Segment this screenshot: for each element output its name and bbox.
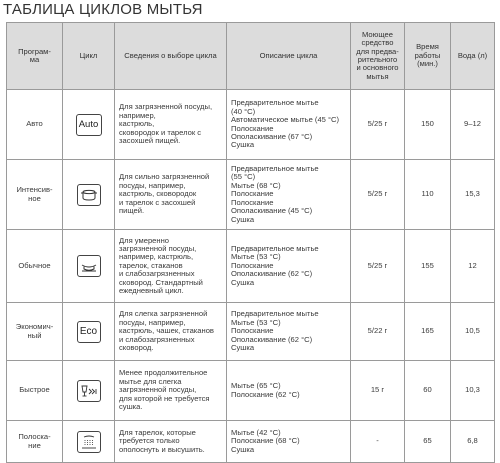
cycle-description bbox=[227, 230, 351, 303]
cycle-description-line: Сушка bbox=[231, 343, 255, 353]
water-amount: 6,8 bbox=[451, 421, 495, 463]
cycle-selection-info bbox=[115, 303, 227, 361]
program-name bbox=[7, 230, 63, 303]
cycle-selection-info-line: сковород. bbox=[119, 343, 154, 353]
cycle-description-line: Сушка bbox=[231, 277, 255, 287]
cycle-selection-info-line: сковород. Стандартный bbox=[119, 277, 203, 287]
cycle-selection-info-line: кастрюль, bbox=[119, 119, 155, 129]
header-description-line: Описание цикла bbox=[259, 50, 318, 60]
program-name-line: Экономич- bbox=[15, 322, 54, 332]
cycle-selection-info bbox=[115, 230, 227, 303]
detergent-amount: - bbox=[351, 421, 405, 463]
cycle-icon-cell bbox=[63, 421, 115, 463]
program-name bbox=[7, 90, 63, 160]
cycle-description-line: Полоскание bbox=[231, 123, 274, 133]
header-detergent-line: мытья bbox=[366, 71, 389, 81]
detergent-amount: 5/25 г bbox=[351, 90, 405, 160]
cycle-description-line: Мытье (68 °C) bbox=[231, 180, 281, 190]
cycle-description-line: Автоматическое мытье (45 °C) bbox=[231, 115, 340, 125]
cycle-description-line: Мытье (53 °C) bbox=[231, 317, 281, 327]
cycle-selection-info-line: например, bbox=[119, 110, 156, 120]
header-detergent-line: рительного bbox=[357, 55, 398, 64]
program-name-line: Полоска- bbox=[18, 432, 51, 442]
cycle-description bbox=[227, 361, 351, 421]
water-amount: 15,3 bbox=[451, 160, 495, 230]
table-row bbox=[7, 421, 495, 463]
cycle-selection-info bbox=[115, 361, 227, 421]
cycle-selection-info-line: пищей. bbox=[119, 206, 145, 216]
cycle-icon-cell bbox=[63, 361, 115, 421]
run-time: 155 bbox=[405, 230, 451, 303]
cycle-selection-info-line: кастрюль, чашек, стаканов bbox=[119, 326, 214, 336]
cycle-icon-cell bbox=[63, 230, 115, 303]
water-amount: 12 bbox=[451, 230, 495, 303]
cycle-selection-info-line: и слабозагрязненных bbox=[119, 269, 195, 279]
program-name-line: Обычное bbox=[18, 260, 51, 270]
cycle-selection-info-line: Для тарелок, которые bbox=[119, 427, 196, 437]
program-name-line: Интенсив- bbox=[16, 185, 53, 195]
cycle-description bbox=[227, 160, 351, 230]
header-water bbox=[451, 23, 495, 90]
cycle-description-line: Предварительное мытье bbox=[231, 309, 319, 319]
header-program-line: Програм- bbox=[18, 46, 51, 56]
cycle-selection-info-line: сковородок и тарелок с bbox=[119, 127, 202, 137]
cycle-icon-cell bbox=[63, 90, 115, 160]
detergent-amount: 15 г bbox=[351, 361, 405, 421]
cycle-description-line: Полоскание bbox=[231, 197, 274, 207]
cycle-description-line: Предварительное мытье bbox=[231, 98, 319, 108]
cycle-description bbox=[227, 421, 351, 463]
program-name-line: ное bbox=[28, 193, 41, 203]
header-info bbox=[115, 23, 227, 90]
header-time bbox=[405, 23, 451, 90]
program-name-line: ние bbox=[28, 440, 41, 450]
pot-icon bbox=[77, 184, 101, 206]
run-time: 110 bbox=[405, 160, 451, 230]
cycle-selection-info-line: сушка. bbox=[119, 402, 143, 412]
cycle-description-line: (55 °C) bbox=[231, 172, 256, 182]
header-time-line: Время bbox=[416, 42, 439, 52]
cycle-description-line: Мытье (42 °C) bbox=[231, 427, 281, 437]
run-time: 65 bbox=[405, 421, 451, 463]
header-time-line: работы bbox=[414, 50, 441, 60]
header-detergent-line: Моющее bbox=[362, 29, 393, 39]
wash-cycle-table bbox=[6, 22, 495, 463]
header-detergent-line: средство bbox=[361, 38, 394, 48]
cycle-selection-info-line: Для сильно загрязненной bbox=[119, 172, 210, 182]
cycle-selection-info-line: посуды, например, bbox=[119, 180, 186, 190]
cycle-icon-cell bbox=[63, 160, 115, 230]
program-name bbox=[7, 303, 63, 361]
cycle-selection-info-line: ежедневный цикл. bbox=[119, 286, 184, 296]
header-detergent-line: и основного bbox=[356, 63, 399, 73]
cycle-icon-cell bbox=[63, 303, 115, 361]
header-cycle-line: Цикл bbox=[79, 50, 98, 60]
cycle-selection-info-line: Менее продолжительное bbox=[119, 368, 208, 378]
auto-icon: Auto bbox=[76, 114, 102, 136]
program-name-line: ный bbox=[27, 330, 42, 340]
cycle-selection-info-line: загрязненной посуды, bbox=[119, 385, 197, 395]
program-name-line: Быстрое bbox=[19, 385, 50, 395]
cycle-selection-info-line: посуды, например, bbox=[119, 317, 186, 327]
cycle-description-line: Предварительное мытье bbox=[231, 243, 319, 253]
header-program-line: ма bbox=[29, 55, 40, 64]
cycle-description-line: Мытье (53 °C) bbox=[231, 252, 281, 262]
header-cycle bbox=[63, 23, 115, 90]
cycle-description-line: Сушка bbox=[231, 140, 255, 150]
header-description bbox=[227, 23, 351, 90]
program-name bbox=[7, 361, 63, 421]
cycle-selection-info-line: например, кастрюль, bbox=[119, 252, 194, 262]
water-amount: 9–12 bbox=[451, 90, 495, 160]
water-amount: 10,5 bbox=[451, 303, 495, 361]
cycle-selection-info-line: кастрюль, сковородок bbox=[119, 189, 197, 199]
cycle-selection-info-line: Для умеренно bbox=[119, 235, 170, 245]
rinse-icon bbox=[77, 431, 101, 453]
table-row bbox=[7, 230, 495, 303]
cycle-selection-info-line: требуется только bbox=[119, 436, 180, 446]
cycle-selection-info-line: Для слегка загрязненной bbox=[119, 309, 208, 319]
cycle-selection-info-line: загрязненной посуды, bbox=[119, 243, 197, 253]
table-row bbox=[7, 303, 495, 361]
eco-icon: Eco bbox=[77, 321, 101, 343]
cycle-selection-info bbox=[115, 160, 227, 230]
cycle-selection-info bbox=[115, 90, 227, 160]
cycle-selection-info-line: мытье для слегка bbox=[119, 376, 182, 386]
cycle-selection-info-line: тарелок, стаканов bbox=[119, 260, 183, 270]
header-info-line: Сведения о выборе цикла bbox=[124, 50, 217, 60]
cycle-selection-info bbox=[115, 421, 227, 463]
detergent-amount: 5/25 г bbox=[351, 160, 405, 230]
cycle-selection-info-line: Для загрязненной посуды, bbox=[119, 102, 213, 112]
header-time-line: (мин.) bbox=[417, 59, 438, 69]
table-row bbox=[7, 361, 495, 421]
cycle-description-line: Предварительное мытье bbox=[231, 164, 319, 174]
run-time: 150 bbox=[405, 90, 451, 160]
cycle-description-line: Полоскание (68 °C) bbox=[231, 436, 300, 446]
cycle-description-line: (40 °C) bbox=[231, 106, 256, 116]
detergent-amount: 5/22 г bbox=[351, 303, 405, 361]
header-detergent bbox=[351, 23, 405, 90]
run-time: 165 bbox=[405, 303, 451, 361]
page-title: ТАБЛИЦА ЦИКЛОВ МЫТЬЯ bbox=[3, 1, 203, 18]
cycle-selection-info-line: засохшей пищей. bbox=[119, 136, 181, 146]
program-name bbox=[7, 421, 63, 463]
cycle-description-line: Сушка bbox=[231, 214, 255, 224]
table-header-row bbox=[7, 23, 495, 90]
cycle-description bbox=[227, 303, 351, 361]
header-water-line: Вода (л) bbox=[457, 50, 488, 60]
cycle-description-line: Полоскание (62 °C) bbox=[231, 389, 300, 399]
cycle-selection-info-line: ополоснуть и высушить. bbox=[119, 444, 205, 454]
cycle-description-line: Полоскание bbox=[231, 260, 274, 270]
table-row bbox=[7, 90, 495, 160]
table-row bbox=[7, 160, 495, 230]
cycle-description bbox=[227, 90, 351, 160]
plate-icon bbox=[77, 255, 101, 277]
header-program bbox=[7, 23, 63, 90]
cycle-description-line: Мытье (65 °C) bbox=[231, 381, 281, 391]
program-name-line: Авто bbox=[26, 119, 43, 129]
glass-icon bbox=[77, 380, 101, 402]
cycle-selection-info-line: и слабозагрязненных bbox=[119, 334, 195, 344]
cycle-description-line: Ополаскивание (62 °C) bbox=[231, 334, 313, 344]
run-time: 60 bbox=[405, 361, 451, 421]
header-detergent-line: для предва- bbox=[356, 46, 399, 56]
cycle-description-line: Полоскание bbox=[231, 189, 274, 199]
cycle-description-line: Сушка bbox=[231, 444, 255, 454]
detergent-amount: 5/25 г bbox=[351, 230, 405, 303]
cycle-description-line: Полоскание bbox=[231, 326, 274, 336]
cycle-description-line: Ополаскивание (45 °C) bbox=[231, 206, 313, 216]
water-amount: 10,3 bbox=[451, 361, 495, 421]
program-name bbox=[7, 160, 63, 230]
cycle-selection-info-line: для которой не требуется bbox=[119, 393, 210, 403]
cycle-description-line: Ополаскивание (62 °C) bbox=[231, 269, 313, 279]
cycle-selection-info-line: и тарелок с засохшей bbox=[119, 197, 196, 207]
cycle-description-line: Ополаскивание (67 °C) bbox=[231, 131, 313, 141]
